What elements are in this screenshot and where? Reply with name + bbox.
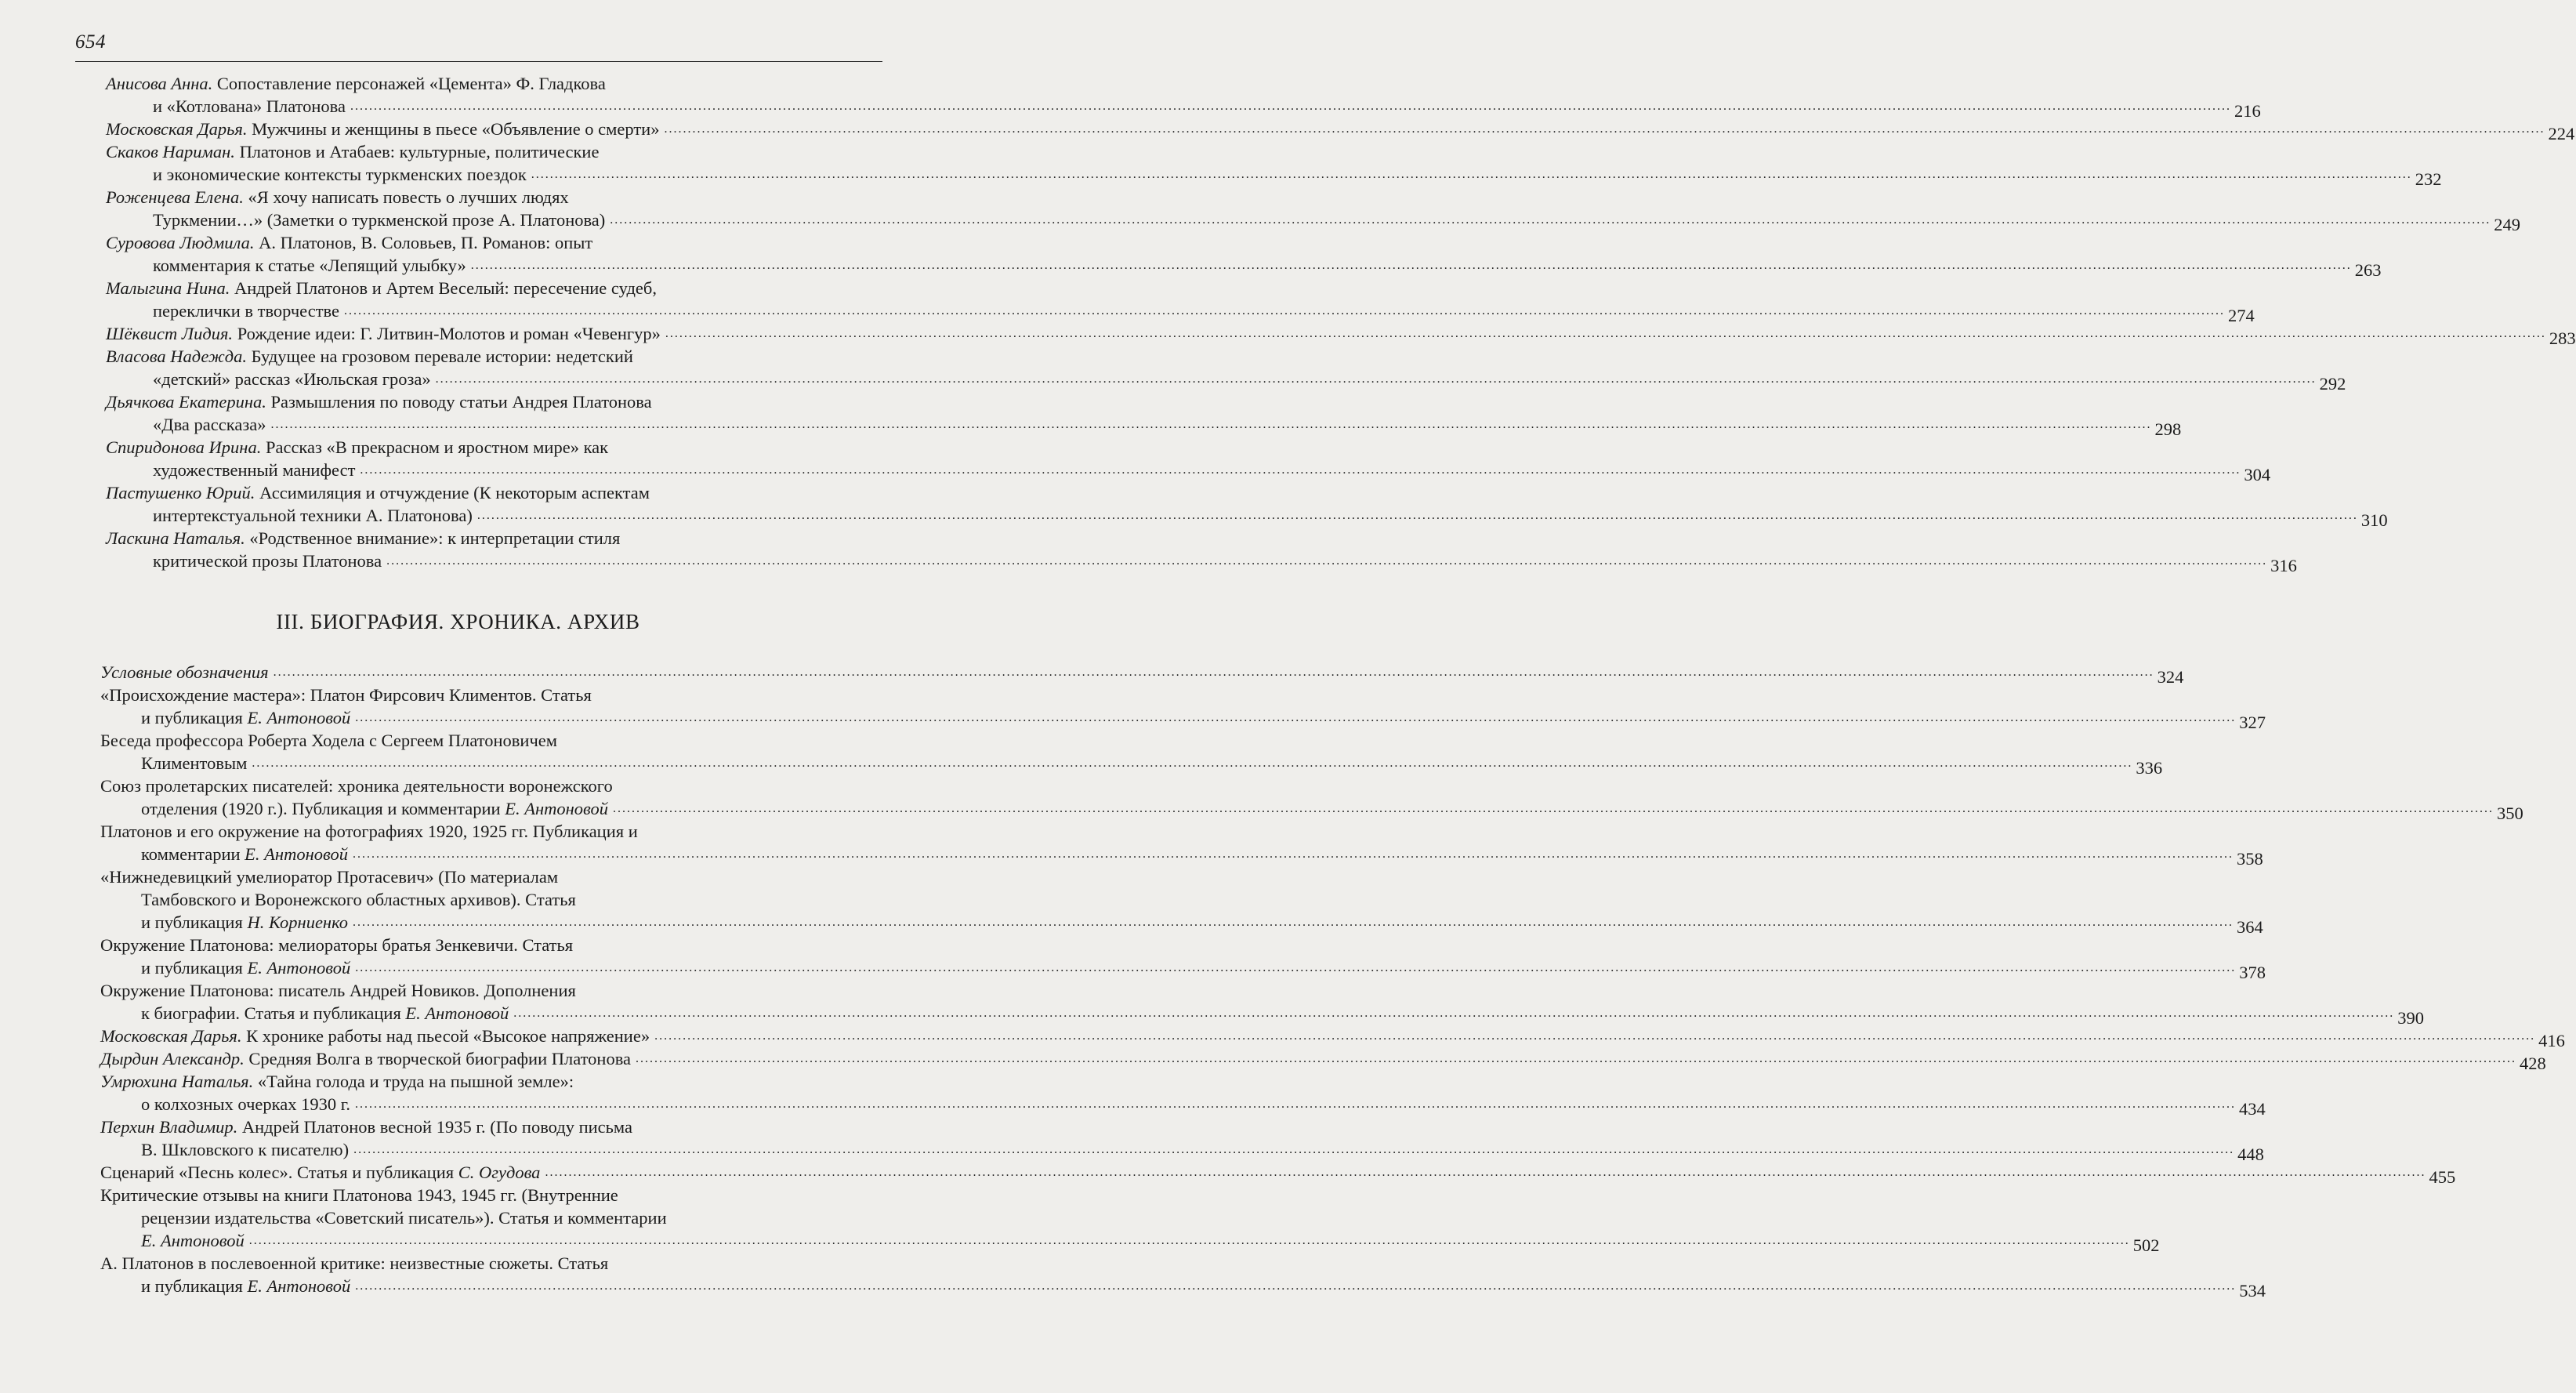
toc-entry-text [100,685,592,705]
dot-leader: ................................................................................................................................................................................................................................................................................................................................................................................................................ [355,1097,2237,1111]
author-name: Дьячкова Екатерина. [106,392,266,412]
page-ref: 390 [2397,1008,2424,1028]
page-ref: 249 [2494,215,2521,234]
toc-entry-text [106,74,606,93]
toc-entry-text [141,843,348,865]
dot-leader: ................................................................................................................................................................................................................................................................................................................................................................................................................ [350,100,2231,113]
toc-entry-line [100,752,2163,778]
toc-entry-line [100,1252,839,1275]
entry-text: «Тайна голода и труда на пышной земле»: [253,1072,574,1091]
author-name: Скаков Нариман. [106,142,235,161]
toc-entry-line [106,436,844,459]
toc-entry-text [141,1002,509,1025]
toc-entry-line [100,911,2263,937]
toc-entry [100,684,2266,732]
page-ref: 358 [2236,849,2263,869]
page-ref: 434 [2239,1099,2266,1119]
entry-text: комментарии [141,844,245,864]
page-ref: 274 [2228,306,2255,325]
toc-entry-text [100,822,638,841]
page-ref: 448 [2237,1145,2264,1164]
toc-entry-text [106,278,657,298]
dot-leader: ................................................................................................................................................................................................................................................................................................................................................................................................................ [353,916,2234,929]
toc-entry-text [100,1072,574,1091]
article-title: комментария к статье «Лепящий улыбку» [153,256,466,275]
toc-entry-line [106,345,844,368]
page-ref: 327 [2239,713,2266,732]
toc-entry-line [100,979,839,1002]
entry-text: Средняя Волга в творческой биографии Платонова [244,1049,632,1068]
toc-entry-text [153,163,527,186]
toc-entry [106,277,2255,325]
author-name: Малыгина Нина. [106,278,230,298]
toc-entry-line [100,1138,2264,1164]
toc-entry-text [141,1229,245,1252]
article-title: и экономические контексты туркменских поездок [153,165,527,184]
page-ref: 316 [2270,556,2297,575]
toc-entry [106,322,2576,348]
entry-text: К хронике работы над пьесой «Высокое напряжение» [241,1026,650,1046]
toc-entry-text [106,346,633,366]
italic-text: Е. Антоновой [141,1231,245,1250]
entry-text: и публикация [141,912,248,932]
toc-entry-text [106,437,608,457]
toc-entry-line [100,888,839,911]
toc-entry-line [106,277,844,299]
dot-leader: ................................................................................................................................................................................................................................................................................................................................................................................................................ [252,756,2133,770]
article-title: «Родственное внимание»: к интерпретации стиля [249,528,621,548]
toc-entry-text [100,1161,540,1184]
italic-text: Перхин Владимир. [100,1117,238,1137]
toc-entry-text [100,1117,632,1137]
dot-leader: ................................................................................................................................................................................................................................................................................................................................................................................................................ [545,1166,2426,1179]
toc-entry-text [141,911,348,934]
toc-entry-text [100,1253,608,1273]
entry-text: В. Шкловского к писателю) [141,1140,350,1159]
page-ref: 298 [2154,419,2182,439]
article-title: Туркмении…» (Заметки о туркменской прозе А. Платонова) [153,210,606,230]
article-title: «Я хочу написать повесть о лучших людях [248,187,569,207]
article-title: Размышления по поводу статьи Андрея Платонова [270,392,652,412]
italic-text: Е. Антоновой [247,708,351,727]
toc-entry-line [106,299,2255,325]
toc-entry-text [141,706,350,729]
entry-text: А. Платонов в послевоенной критике: неизвестные сюжеты. Статья [100,1253,609,1273]
toc-entry [100,1070,2266,1119]
toc-entry-text [141,1093,350,1115]
entry-text: рецензии издательства «Советский писатель»). Статья и комментарии [141,1208,667,1228]
entry-text: Союз пролетарских писателей: хроника деятельности воронежского [100,776,613,796]
toc-entry [100,661,2184,687]
toc-entry-text [106,483,650,502]
toc-entry-text [106,392,652,412]
toc-entry-line [100,1115,839,1138]
entry-text: и публикация [141,1276,248,1296]
toc-entry-line [106,209,2521,234]
toc-entry-line [100,774,839,797]
toc-entry [100,1184,2160,1255]
page-ref: 263 [2354,260,2382,280]
article-title: критической прозы Платонова [153,551,382,571]
toc-entry-line [100,661,2184,687]
page-ref: 502 [2132,1235,2160,1255]
toc-entry-line [100,1184,839,1206]
toc-entry-line [106,390,844,413]
toc-entry-line [106,368,2346,394]
article-title: А. Платонов, В. Соловьев, П. Романов: опыт [259,233,593,252]
toc-entry-text [100,981,576,1000]
dot-leader: ................................................................................................................................................................................................................................................................................................................................................................................................................ [610,213,2491,227]
author-name: Ласкина Наталья. [106,528,245,548]
page-ref: 310 [2360,510,2388,530]
author-name: Роженцева Елена. [106,187,244,207]
entry-text: Окружение Платонова: мелиораторы братья Зенкевичи. Статья [100,935,574,955]
dot-leader: ................................................................................................................................................................................................................................................................................................................................................................................................................ [470,259,2352,272]
toc-entry-line [100,797,2523,823]
toc-entry-line [100,684,839,706]
toc-entry [100,820,2263,869]
dot-leader: ................................................................................................................................................................................................................................................................................................................................................................................................................ [273,666,2154,679]
toc-entry-text [153,550,382,572]
toc-entry [106,436,2271,484]
italic-text: Московская Дарья. [100,1026,242,1046]
article-title: Платонов и Атабаев: культурные, политические [239,142,600,161]
toc-entry-text [100,1047,631,1070]
toc-entry-text [106,142,599,161]
toc-entry-line [106,254,2382,280]
dot-leader: ................................................................................................................................................................................................................................................................................................................................................................................................................ [353,1143,2235,1156]
toc-entry-text [100,1185,618,1205]
article-title: Андрей Платонов и Артем Веселый: пересечение судеб, [234,278,657,298]
dot-leader: ................................................................................................................................................................................................................................................................................................................................................................................................................ [248,1234,2130,1247]
toc-entry-line [106,504,2388,530]
article-title: Мужчины и женщины в пьесе «Объявление о смерти» [252,119,660,139]
entry-text: Платонов и его окружение на фотографиях 1920, 1925 гг. Публикация и [100,822,638,841]
toc-entry-line [106,140,844,163]
article-title: художественный манифест [153,460,356,480]
toc-entry-line [100,1161,2456,1187]
toc-entry-line [106,322,2576,348]
toc-entry-line [100,1229,2160,1255]
toc-entry-line [100,934,839,956]
toc-entry-line [100,1070,839,1093]
toc-entry-text [153,209,605,231]
dot-leader: ................................................................................................................................................................................................................................................................................................................................................................................................................ [352,847,2234,861]
dot-leader: ................................................................................................................................................................................................................................................................................................................................................................................................................ [355,1279,2237,1293]
toc-entry-line [100,706,2266,732]
page-ref: 292 [2319,374,2346,394]
page-ref: 350 [2496,804,2523,823]
article-title: Будущее на грозовом перевале истории: недетский [251,346,633,366]
toc-entry-line [106,459,2271,484]
toc-entry [106,345,2346,394]
entry-text: Тамбовского и Воронежского областных архивов). Статья [141,890,576,909]
toc-entry-line [100,729,839,752]
toc-entry [106,231,2382,280]
page-ref: 428 [2520,1054,2546,1073]
article-title: переклички в творчестве [153,301,340,321]
dot-leader: ................................................................................................................................................................................................................................................................................................................................................................................................................ [531,168,2412,181]
toc-entry-line [100,865,839,888]
entry-text: к биографии. Статья и публикация [141,1003,406,1023]
toc-entry-line [100,820,839,843]
entry-text: и публикация [141,708,248,727]
toc-entry-text [141,1275,350,1297]
italic-text: Н. Корниенко [247,912,349,932]
toc-entry [106,72,2261,121]
toc-entry-line [100,1025,2565,1050]
header-rule [75,61,882,62]
toc-entry-text [141,797,608,820]
toc-entry-line [106,95,2261,121]
toc-entry [100,1161,2456,1187]
toc-entry [106,527,2297,575]
dot-leader: ................................................................................................................................................................................................................................................................................................................................................................................................................ [435,372,2317,386]
toc-entry [100,729,2163,778]
page-ref: 378 [2239,963,2266,982]
dot-leader: ................................................................................................................................................................................................................................................................................................................................................................................................................ [355,961,2237,974]
article-title: «Два рассказа» [153,415,266,434]
italic-text: Е. Антоновой [245,844,348,864]
toc-entry-text [106,233,592,252]
italic-text: Е. Антоновой [405,1003,509,1023]
entry-text: Андрей Платонов весной 1935 г. (По поводу письма [237,1117,632,1137]
toc-entry [100,774,2523,823]
page-ref: 416 [2538,1031,2565,1050]
article-title: Рассказ «В прекрасном и яростном мире» как [265,437,609,457]
article-title: и «Котлована» Платонова [153,96,346,116]
toc-entry-text [153,504,473,527]
dot-leader: ................................................................................................................................................................................................................................................................................................................................................................................................................ [360,463,2241,477]
toc-entry-text [153,459,355,481]
toc-entry [106,481,2388,530]
toc-entry-line [106,481,844,504]
toc-entry [106,186,2521,234]
italic-text: Е. Антоновой [505,799,608,818]
toc-entry-line [100,1206,839,1229]
entry-text: Климентовым [141,753,248,773]
italic-text: Е. Антоновой [247,1276,351,1296]
article-title: Ассимиляция и отчуждение (К некоторым аспектам [259,483,650,502]
entry-text: о колхозных очерках 1930 г. [141,1094,351,1114]
dot-leader: ................................................................................................................................................................................................................................................................................................................................................................................................................ [664,122,2545,136]
dot-leader: ................................................................................................................................................................................................................................................................................................................................................................................................................ [665,327,2546,340]
entry-text: «Нижнедевицкий умелиоратор Протасевич» (По материалам [100,867,559,887]
article-title: Сопоставление персонажей «Цемента» Ф. Гладкова [216,74,606,93]
author-name: Пастушенко Юрий. [106,483,255,502]
toc-entry-text [100,731,557,750]
author-name: Шёквист Лидия. [106,324,234,343]
page-ref: 455 [2429,1167,2456,1187]
toc-entry [100,1252,2266,1300]
toc-entry-line [106,527,844,550]
italic-text: Умрюхина Наталья. [100,1072,254,1091]
toc-entry-text [153,368,431,390]
page-ref: 232 [2415,169,2442,189]
page-ref: 534 [2239,1281,2266,1300]
toc-entry-text [106,322,661,345]
toc-entry-line [106,163,2442,189]
page-ref: 324 [2157,667,2184,687]
toc-entry-text [106,118,659,140]
toc-entry-text [100,661,269,684]
article-title: Рождение идеи: Г. Литвин-Молотов и роман «Чевенгур» [237,324,661,343]
entry-text: Беседа профессора Роберта Ходела с Сергеем Платоновичем [100,731,558,750]
toc-entry-line [100,843,2263,869]
page-ref: 336 [2136,758,2163,778]
italic-text: С. Огудова [458,1163,541,1182]
toc-entry [100,1025,2565,1050]
toc-entry [100,1115,2264,1164]
dot-leader: ................................................................................................................................................................................................................................................................................................................................................................................................................ [386,554,2268,568]
author-name: Власова Надежда. [106,346,248,366]
toc-entry-text [100,1025,650,1047]
toc-entry-text [100,867,558,887]
toc-entry-text [141,752,247,774]
dot-leader: ................................................................................................................................................................................................................................................................................................................................................................................................................ [270,418,2152,431]
entry-text: Критические отзывы на книги Платонова 1943, 1945 гг. (Внутренние [100,1185,618,1205]
toc-entry-text [141,1208,667,1228]
toc-section-1 [0,72,2576,575]
toc-entry-text [141,890,576,909]
dot-leader: ................................................................................................................................................................................................................................................................................................................................................................................................................ [344,304,2226,317]
toc-entry-text [106,528,620,548]
author-name: Московская Дарья. [106,119,248,139]
toc-entry [100,865,2263,937]
toc-entry-line [100,1093,2266,1119]
toc-entry-text [153,95,346,118]
toc-entry-line [106,413,2182,439]
toc-entry [106,140,2442,189]
entry-text: и публикация [141,958,248,978]
page-ref: 224 [2548,124,2575,143]
toc-entry-line [100,1047,2546,1073]
dot-leader: ................................................................................................................................................................................................................................................................................................................................................................................................................ [513,1007,2395,1020]
toc-entry-line [106,118,2575,143]
toc-entry-text [153,254,466,277]
toc-entry-line [100,956,2266,982]
dot-leader: ................................................................................................................................................................................................................................................................................................................................................................................................................ [654,1029,2536,1043]
page-number: 654 [75,31,106,53]
page-ref: 364 [2237,917,2263,937]
toc-entry-line [106,186,844,209]
toc-entry-line [106,550,2297,575]
entry-text: Сценарий «Песнь колес». Статья и публикация [100,1163,458,1182]
toc-entry-text [141,956,350,979]
page-ref: 283 [2549,328,2576,348]
article-title: «детский» рассказ «Июльская гроза» [153,369,431,389]
toc-entry [100,1047,2546,1073]
toc-entry-text [153,413,266,436]
section-title: III. БИОГРАФИЯ. ХРОНИКА. АРХИВ [276,610,640,633]
toc-entry [106,118,2575,143]
page-ref: 304 [2244,465,2271,484]
author-name: Анисова Анна. [106,74,213,93]
toc-entry [100,979,2424,1028]
toc-section-2 [0,661,2565,1300]
author-name: Суровова Людмила. [106,233,255,252]
dot-leader: ................................................................................................................................................................................................................................................................................................................................................................................................................ [355,711,2237,724]
toc-entry-line [100,1275,2266,1300]
author-name: Спиридонова Ирина. [106,437,262,457]
toc-entry-line [106,72,844,95]
entry-text: «Происхождение мастера»: Платон Фирсович Климентов. Статья [100,685,592,705]
dot-leader: ................................................................................................................................................................................................................................................................................................................................................................................................................ [612,802,2494,815]
entry-text: отделения (1920 г.). Публикация и комментарии [141,799,505,818]
toc-entry-line [106,231,844,254]
toc-entry-text [100,935,573,955]
article-title: интертекстуальной техники А. Платонова) [153,506,473,525]
italic-text: Дырдин Александр. [100,1049,245,1068]
toc-entry [106,390,2182,439]
toc-entry-text [141,1138,349,1161]
toc-entry-line [100,1002,2424,1028]
toc-entry-text [153,299,339,322]
toc-entry-text [100,776,613,796]
italic-text: Условные обозначения [100,662,269,682]
dot-leader: ................................................................................................................................................................................................................................................................................................................................................................................................................ [476,509,2358,522]
toc-entry-text [106,187,569,207]
dot-leader: ................................................................................................................................................................................................................................................................................................................................................................................................................ [636,1052,2517,1065]
entry-text: Окружение Платонова: писатель Андрей Новиков. Дополнения [100,981,576,1000]
toc-entry [100,934,2266,982]
italic-text: Е. Антоновой [247,958,351,978]
page-ref: 216 [2234,101,2261,121]
